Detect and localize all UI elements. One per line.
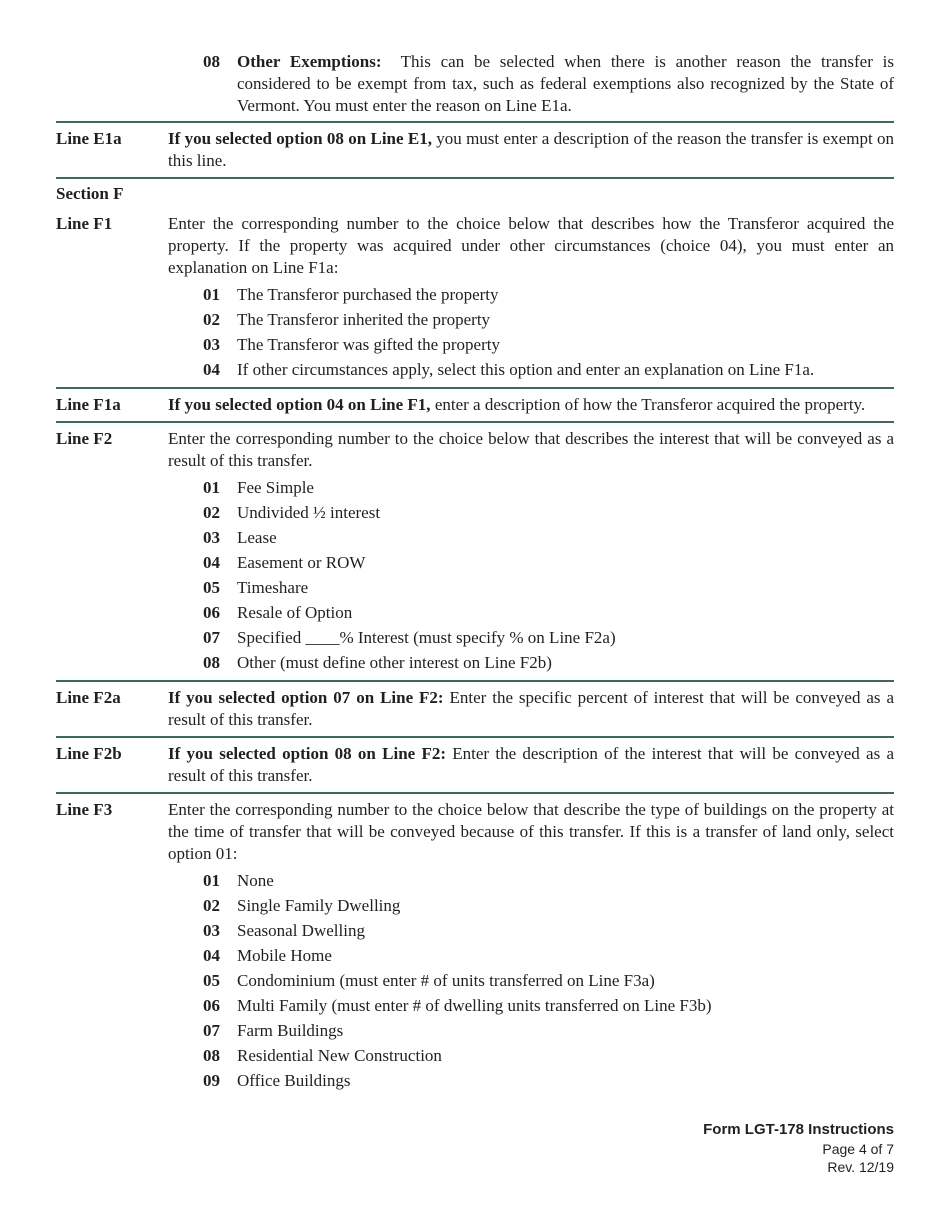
option-item (168, 893, 894, 918)
revision-date: Rev. 12/19 (827, 1159, 894, 1175)
option-item (168, 1043, 894, 1068)
option-item (168, 575, 894, 600)
option-text: Resale of Option (237, 603, 353, 622)
line-body (168, 213, 894, 382)
option-number: 08 (203, 52, 220, 71)
option-number: 03 (203, 335, 220, 354)
exemption-option-08 (56, 51, 894, 121)
option-text: Lease (237, 528, 277, 547)
form-title: Form LGT-178 Instructions (703, 1121, 894, 1138)
option-text: If other circumstances apply, select this option and enter an explanation on Line F1a. (237, 360, 815, 379)
line-body (168, 687, 894, 731)
option-number: 04 (203, 360, 220, 379)
option-item (168, 1018, 894, 1043)
option-number: 01 (203, 285, 220, 304)
line-text: Enter the corresponding number to the choice below that describes how the Transferor acquired the property. If the property was acquired under other circumstances (choice 04), you must enter an explanation on Line F1a: (168, 214, 894, 277)
option-text: Specified ____% Interest (must specify % on Line F2a) (237, 628, 616, 647)
option-item (168, 650, 894, 675)
option-number: 07 (203, 1021, 220, 1040)
line-label: Line F1a (56, 395, 121, 414)
option-number: 03 (203, 921, 220, 940)
option-text: Timeshare (237, 578, 309, 597)
option-number: 02 (203, 896, 220, 915)
option-text: Seasonal Dwelling (237, 921, 365, 940)
line-lead: If you selected option 04 on Line F1, (168, 395, 431, 414)
option-item (168, 968, 894, 993)
option-number: 05 (203, 971, 220, 990)
option-text: Other (must define other interest on Line F2b) (237, 653, 552, 672)
option-list (168, 475, 894, 675)
line-text: Enter the specific percent of interest that will be conveyed as a result of this transfer. (168, 688, 894, 729)
page-number: Page 4 of 7 (822, 1141, 894, 1157)
line-text: Enter the corresponding number to the choice below that describes the interest that will be conveyed as a result of this transfer. (168, 429, 894, 470)
option-text: Office Buildings (237, 1071, 351, 1090)
option-item (168, 625, 894, 650)
option-text: Residential New Construction (237, 1046, 442, 1065)
line-text: Enter the description of the interest that will be conveyed as a result of this transfer. (168, 744, 894, 785)
page-footer (703, 1120, 894, 1176)
line-f2a-section (56, 680, 894, 736)
line-label: Line F2a (56, 688, 121, 707)
option-item (168, 332, 894, 357)
line-label: Line F2b (56, 744, 122, 763)
option-text: The Transferor purchased the property (237, 285, 499, 304)
option-text: Multi Family (must enter # of dwelling units transferred on Line F3b) (237, 996, 712, 1015)
line-f2b-section (56, 736, 894, 792)
option-number: 05 (203, 578, 220, 597)
option-number: 08 (203, 653, 220, 672)
option-text: Condominium (must enter # of units transferred on Line F3a) (237, 971, 655, 990)
option-description: This can be selected when there is another reason the transfer is considered to be exempt from tax, such as federal exemptions also recognized by the State of Vermont. You must enter the reason on Line E1a. (237, 52, 894, 115)
option-text: Easement or ROW (237, 553, 366, 572)
option-text: Single Family Dwelling (237, 896, 401, 915)
line-body (168, 799, 894, 1093)
option-text: Undivided ½ interest (237, 503, 381, 522)
option-number: 06 (203, 603, 220, 622)
option-text: The Transferor inherited the property (237, 310, 491, 329)
option-number: 02 (203, 310, 220, 329)
line-f3-section (56, 792, 894, 1098)
option-item (168, 600, 894, 625)
option-item (168, 918, 894, 943)
option-number: 01 (203, 478, 220, 497)
option-number: 04 (203, 946, 220, 965)
option-number: 01 (203, 871, 220, 890)
option-text: Fee Simple (237, 478, 314, 497)
option-item (168, 943, 894, 968)
line-text: enter a description of how the Transferor acquired the property. (434, 395, 866, 414)
line-label: Line F1 (56, 214, 113, 233)
line-label: Line F2 (56, 429, 113, 448)
option-number: 06 (203, 996, 220, 1015)
option-text: Farm Buildings (237, 1021, 344, 1040)
option-list (168, 868, 894, 1093)
option-item (168, 500, 894, 525)
option-list (168, 282, 894, 382)
line-f2-section (56, 421, 894, 680)
option-text: Mobile Home (237, 946, 332, 965)
line-lead: If you selected option 07 on Line F2: (168, 688, 444, 707)
option-item (168, 868, 894, 893)
option-item (168, 525, 894, 550)
line-lead: If you selected option 08 on Line E1, (168, 129, 432, 148)
line-body (168, 428, 894, 675)
option-item (168, 282, 894, 307)
line-lead: If you selected option 08 on Line F2: (168, 744, 447, 763)
line-label: Line E1a (56, 129, 122, 148)
option-item (168, 1068, 894, 1093)
line-body (168, 743, 894, 787)
line-f1-section (56, 213, 894, 387)
option-item (168, 307, 894, 332)
section-f-heading: Section F (56, 177, 894, 213)
line-body (168, 394, 894, 416)
option-item (168, 550, 894, 575)
option-title: Other Exemptions: (237, 52, 382, 71)
line-text: Enter the corresponding number to the choice below that describe the type of buildings on the property at the time of transfer that will be conveyed because of this transfer. If this is a transfer of land only, select option 01: (168, 800, 894, 863)
line-e1a-section (56, 121, 894, 177)
option-number: 07 (203, 628, 220, 647)
option-item (168, 475, 894, 500)
option-text (237, 51, 894, 117)
option-number: 02 (203, 503, 220, 522)
option-number: 08 (203, 1046, 220, 1065)
option-number: 03 (203, 528, 220, 547)
line-f1a-section (56, 387, 894, 421)
option-number: 04 (203, 553, 220, 572)
option-text: The Transferor was gifted the property (237, 335, 500, 354)
line-label: Line F3 (56, 800, 113, 819)
instructions-content (56, 51, 894, 1098)
option-item (168, 993, 894, 1018)
option-text: None (237, 871, 274, 890)
option-number: 09 (203, 1071, 220, 1090)
line-body (168, 128, 894, 172)
option-item (168, 357, 894, 382)
line-text: you must enter a description of the reason the transfer is exempt on this line. (168, 129, 894, 170)
